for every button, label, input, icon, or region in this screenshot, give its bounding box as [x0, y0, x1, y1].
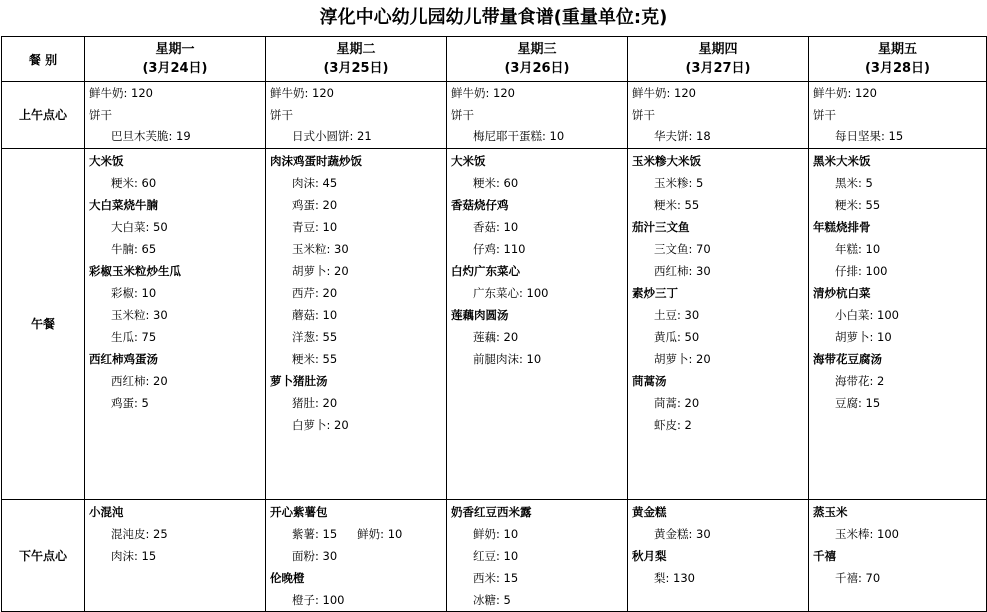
menu-cell [85, 82, 266, 149]
menu-cell [266, 148, 447, 499]
menu-item: 鲜牛奶: 120 [632, 86, 696, 100]
dish-name: 萝卜猪肚汤 [270, 373, 328, 388]
ingredient-item: 茼蒿: 20 [654, 395, 700, 410]
dish-name: 伦晚橙 [270, 570, 305, 585]
ingredient-line [632, 567, 808, 589]
meal-label-morning: 上午点心 [2, 82, 85, 149]
ingredient-item: 面粉: 30 [292, 548, 338, 563]
ingredient-line [451, 282, 627, 304]
ingredient-line [89, 172, 265, 194]
ingredient-item: 小白菜: 100 [835, 307, 899, 322]
day-name: 星期一 [155, 42, 195, 57]
ingredient-item: 虾皮: 2 [654, 417, 692, 432]
ingredient-item: 粳米: 55 [835, 197, 881, 212]
ingredient-item: 梅尼耶干蛋糕: 10 [473, 129, 565, 143]
dish-name: 秋月梨 [632, 548, 667, 563]
ingredient-line [270, 348, 446, 370]
day-date: (3月28日) [864, 61, 931, 76]
ingredient-line [451, 348, 627, 370]
dish-name: 西红柿鸡蛋汤 [89, 351, 158, 366]
ingredient-line [270, 282, 446, 304]
menu-cell [447, 148, 628, 499]
ingredient-line [270, 523, 446, 545]
ingredient-line [451, 326, 627, 348]
ingredient-item: 青豆: 10 [292, 219, 338, 234]
ingredient-item: 豆腐: 15 [835, 395, 881, 410]
day-header [447, 37, 628, 82]
ingredient-line [813, 304, 986, 326]
meal-label-lunch: 午餐 [2, 148, 85, 499]
dish-name: 莲藕肉圆汤 [451, 307, 509, 322]
menu-table [1, 36, 987, 612]
ingredient-item: 香菇: 10 [473, 219, 519, 234]
ingredient-line [451, 523, 627, 545]
ingredient-line [451, 545, 627, 567]
ingredient-line [813, 126, 986, 148]
ingredient-item: 粳米: 55 [292, 351, 338, 366]
menu-item: 饼干 [632, 107, 655, 122]
ingredient-line [270, 194, 446, 216]
ingredient-item: 红豆: 10 [473, 548, 519, 563]
ingredient-item: 冰糖: 5 [473, 592, 511, 607]
ingredient-line [270, 172, 446, 194]
day-date: (3月24日) [142, 61, 208, 76]
dish-name: 海带花豆腐汤 [813, 351, 882, 366]
ingredient-item: 莲藕: 20 [473, 329, 519, 344]
ingredient-line [89, 304, 265, 326]
menu-item: 鲜牛奶: 120 [813, 86, 877, 100]
ingredient-item: 胡萝卜: 20 [654, 351, 711, 366]
ingredient-item: 巴旦木芙脆: 19 [111, 129, 191, 143]
ingredient-line [270, 126, 446, 148]
dish-name: 蒸玉米 [813, 504, 848, 519]
ingredient-line [270, 545, 446, 567]
ingredient-line [270, 589, 446, 611]
ingredient-line [813, 172, 986, 194]
menu-item: 鲜牛奶: 120 [270, 86, 334, 100]
dish-name: 茼蒿汤 [632, 373, 667, 388]
ingredient-item: 梨: 130 [654, 570, 695, 585]
dish-name: 彩椒玉米粒炒生瓜 [89, 263, 181, 278]
dish-name: 开心紫薯包 [270, 504, 328, 519]
ingredient-line [632, 414, 808, 436]
ingredient-line [89, 238, 265, 260]
ingredient-line [270, 414, 446, 436]
ingredient-item: 每日坚果: 15 [835, 129, 904, 143]
ingredient-line [632, 523, 808, 545]
dish-name: 清炒杭白菜 [813, 285, 871, 300]
day-header [628, 37, 809, 82]
ingredient-line [632, 348, 808, 370]
day-header [266, 37, 447, 82]
ingredient-line [632, 304, 808, 326]
dish-name: 大白菜烧牛腩 [89, 197, 158, 212]
ingredient-line [270, 304, 446, 326]
menu-cell [266, 82, 447, 149]
dish-name: 白灼广东菜心 [451, 263, 520, 278]
row-lunch [2, 148, 987, 499]
ingredient-item: 前腿肉沫: 10 [473, 351, 542, 366]
menu-cell [628, 82, 809, 149]
ingredient-line [89, 126, 265, 148]
dish-name: 奶香红豆西米露 [451, 504, 532, 519]
menu-cell [85, 499, 266, 611]
day-name: 星期四 [698, 42, 738, 57]
ingredient-line [89, 523, 265, 545]
ingredient-item: 蘑菇: 10 [292, 307, 338, 322]
menu-item: 饼干 [813, 107, 836, 122]
menu-item: 饼干 [270, 107, 293, 122]
day-header [809, 37, 987, 82]
menu-cell [447, 499, 628, 611]
ingredient-line [813, 567, 986, 589]
ingredient-line [89, 545, 265, 567]
ingredient-line [89, 326, 265, 348]
day-date: (3月26日) [504, 61, 570, 76]
ingredient-item: 华夫饼: 18 [654, 129, 711, 143]
ingredient-item: 紫薯: 15 [292, 526, 338, 541]
day-name: 星期二 [336, 42, 376, 57]
dish-name: 肉沫鸡蛋时蔬炒饭 [270, 153, 362, 168]
menu-cell [85, 148, 266, 499]
ingredient-item: 彩椒: 10 [111, 285, 157, 300]
ingredient-line [451, 216, 627, 238]
ingredient-line [270, 260, 446, 282]
ingredient-item: 仔鸡: 110 [473, 241, 526, 256]
ingredient-line [632, 392, 808, 414]
ingredient-item: 胡萝卜: 20 [292, 263, 349, 278]
ingredient-item: 粳米: 60 [473, 175, 519, 190]
dish-name: 素炒三丁 [632, 285, 678, 300]
row-morning-snack [2, 82, 987, 149]
ingredient-line [451, 126, 627, 148]
menu-cell [809, 499, 987, 611]
ingredient-line [451, 567, 627, 589]
ingredient-line [632, 194, 808, 216]
ingredient-item: 海带花: 2 [835, 373, 885, 388]
ingredient-item: 西红柿: 20 [111, 373, 168, 388]
ingredient-line [89, 392, 265, 414]
dish-name: 大米饭 [89, 153, 124, 168]
menu-item: 鲜牛奶: 120 [89, 86, 153, 100]
day-name: 星期三 [517, 42, 557, 57]
meal-type-header: 餐 别 [2, 37, 85, 82]
ingredient-line [813, 194, 986, 216]
day-name: 星期五 [877, 42, 917, 57]
dish-name: 黄金糕 [632, 504, 667, 519]
ingredient-line [89, 282, 265, 304]
ingredient-line [451, 238, 627, 260]
ingredient-line [270, 392, 446, 414]
menu-cell [266, 499, 447, 611]
ingredient-item: 西红柿: 30 [654, 263, 711, 278]
ingredient-line [813, 260, 986, 282]
ingredient-line [813, 392, 986, 414]
ingredient-item: 年糕: 10 [835, 241, 881, 256]
ingredient-item: 肉沫: 45 [292, 175, 338, 190]
menu-cell [809, 82, 987, 149]
ingredient-item: 橙子: 100 [292, 592, 345, 607]
ingredient-line [89, 370, 265, 392]
day-date: (3月27日) [685, 61, 751, 76]
ingredient-line [813, 523, 986, 545]
ingredient-item: 玉米粒: 30 [292, 241, 349, 256]
dish-name: 香菇烧仔鸡 [451, 197, 509, 212]
ingredient-item: 仔排: 100 [835, 263, 888, 278]
ingredient-item: 千禧: 70 [835, 570, 881, 585]
ingredient-item: 胡萝卜: 10 [835, 329, 892, 344]
dish-name: 黑米大米饭 [813, 153, 871, 168]
ingredient-item: 土豆: 30 [654, 307, 700, 322]
ingredient-item: 生瓜: 75 [111, 329, 157, 344]
dish-name: 大米饭 [451, 153, 486, 168]
dish-name: 茄汁三文鱼 [632, 219, 690, 234]
ingredient-line [813, 326, 986, 348]
ingredient-line [451, 172, 627, 194]
meal-label-afternoon: 下午点心 [2, 499, 85, 611]
menu-item: 饼干 [89, 107, 112, 122]
ingredient-line [270, 216, 446, 238]
dish-name: 小混沌 [89, 504, 124, 519]
ingredient-item: 大白菜: 50 [111, 219, 168, 234]
header-row [2, 37, 987, 82]
ingredient-item: 粳米: 55 [654, 197, 700, 212]
ingredient-line [451, 589, 627, 611]
ingredient-item: 洋葱: 55 [292, 329, 338, 344]
ingredient-item: 鲜奶: 10 [357, 526, 403, 541]
ingredient-item: 西芹: 20 [292, 285, 338, 300]
day-date: (3月25日) [323, 61, 389, 76]
menu-item: 饼干 [451, 107, 474, 122]
menu-cell [628, 499, 809, 611]
ingredient-item: 玉米糁: 5 [654, 175, 704, 190]
ingredient-item: 广东菜心: 100 [473, 285, 549, 300]
day-header [85, 37, 266, 82]
ingredient-item: 混沌皮: 25 [111, 526, 168, 541]
ingredient-item: 白萝卜: 20 [292, 417, 349, 432]
ingredient-item: 猪肚: 20 [292, 395, 338, 410]
menu-cell [447, 82, 628, 149]
ingredient-item: 肉沫: 15 [111, 548, 157, 563]
ingredient-item: 黄瓜: 50 [654, 329, 700, 344]
dish-name: 千禧 [813, 548, 836, 563]
ingredient-line [89, 216, 265, 238]
menu-cell [809, 148, 987, 499]
menu-item: 鲜牛奶: 120 [451, 86, 515, 100]
dish-name: 玉米糁大米饭 [632, 153, 701, 168]
ingredient-item: 三文鱼: 70 [654, 241, 711, 256]
ingredient-line [632, 260, 808, 282]
ingredient-item: 鸡蛋: 5 [111, 395, 149, 410]
ingredient-item: 粳米: 60 [111, 175, 157, 190]
ingredient-item: 日式小圆饼: 21 [292, 129, 372, 143]
ingredient-line [270, 238, 446, 260]
ingredient-item: 黄金糕: 30 [654, 526, 711, 541]
ingredient-item: 玉米粒: 30 [111, 307, 168, 322]
ingredient-line [813, 370, 986, 392]
page-title: 淳化中心幼儿园幼儿带量食谱(重量单位:克) [319, 7, 668, 28]
ingredient-line [632, 126, 808, 148]
row-afternoon-snack [2, 499, 987, 611]
ingredient-item: 鸡蛋: 20 [292, 197, 338, 212]
ingredient-line [632, 172, 808, 194]
ingredient-line [270, 326, 446, 348]
ingredient-line [813, 238, 986, 260]
menu-cell [628, 148, 809, 499]
ingredient-line [632, 238, 808, 260]
ingredient-line [632, 326, 808, 348]
ingredient-item: 西米: 15 [473, 570, 519, 585]
ingredient-item: 玉米棒: 100 [835, 526, 899, 541]
ingredient-item: 牛腩: 65 [111, 241, 157, 256]
dish-name: 年糕烧排骨 [813, 219, 871, 234]
ingredient-item: 黑米: 5 [835, 175, 873, 190]
ingredient-item: 鲜奶: 10 [473, 526, 519, 541]
